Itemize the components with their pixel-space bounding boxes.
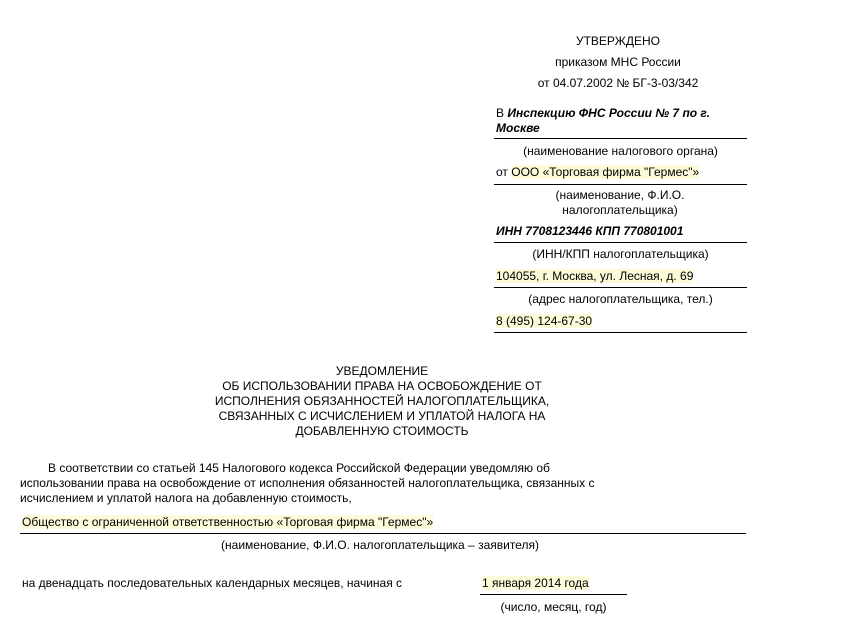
inn-kpp-value: ИНН 7708123446 КПП 770801001 [496, 224, 684, 238]
from-prefix: от [496, 165, 508, 179]
title-line-3: ИСПОЛНЕНИЯ ОБЯЗАННОСТЕЙ НАЛОГОПЛАТЕЛЬЩИКА, [214, 394, 550, 408]
tax-authority-caption: (наименование налогового органа) [523, 144, 718, 158]
tax-authority-value: Инспекцию ФНС России № 7 по г. Москве [496, 106, 711, 135]
para-line-1: В соответствии со статьей 145 Налогового кодекса Российской Федерации уведомляю об [48, 461, 550, 475]
title-line-1: УВЕДОМЛЕНИЕ [335, 364, 429, 378]
phone-value: 8 (495) 124-67-30 [496, 314, 593, 328]
applicant-caption: (наименование, Ф.И.О. налогоплательщика – заявителя) [221, 538, 539, 552]
approval-line-1: УТВЕРЖДЕНО [575, 34, 661, 48]
address-value: 104055, г. Москва, ул. Лесная, д. 69 [496, 269, 694, 283]
taxpayer-name-caption: (наименование, Ф.И.О. налогоплательщика) [555, 188, 685, 217]
body-paragraph [20, 461, 620, 506]
title-line-4: СВЯЗАННЫХ С ИСЧИСЛЕНИЕМ И УПЛАТОЙ НАЛОГА НА [218, 409, 546, 423]
to-prefix: В [496, 106, 505, 120]
document-title [210, 364, 554, 439]
taxpayer-name-field [494, 163, 747, 185]
approval-line-3: от 04.07.2002 № БГ-3-03/342 [537, 76, 699, 90]
approval-block [500, 31, 736, 94]
applicant-value: Общество с ограниченной ответственностью «Торговая фирма "Гермес"» [22, 515, 434, 529]
inn-kpp-caption: (ИНН/КПП налогоплательщика) [532, 247, 709, 261]
para-line-2: использовании права на освобождение от исполнения обязанностей налогоплательщика, связанных с [20, 476, 595, 490]
taxpayer-name-value: ООО «Торговая фирма "Гермес"» [511, 165, 700, 179]
approval-line-2: приказом МНС России [555, 55, 681, 69]
para-line-3: исчислением и уплатой налога на добавленную стоимость, [20, 491, 352, 505]
period-text: на двенадцать последовательных календарных месяцев, начиная с [22, 576, 403, 590]
title-line-5: ДОБАВЛЕННУЮ СТОИМОСТЬ [295, 424, 469, 438]
applicant-field [20, 512, 746, 534]
date-caption: (число, месяц, год) [500, 600, 607, 614]
tax-authority-field [494, 106, 747, 139]
address-field [494, 266, 747, 288]
inn-kpp-field [494, 221, 747, 243]
date-value: 1 января 2014 года [482, 576, 589, 590]
date-field [480, 573, 627, 595]
address-caption: (адрес налогоплательщика, тел.) [528, 292, 713, 306]
title-line-2: ОБ ИСПОЛЬЗОВАНИИ ПРАВА НА ОСВОБОЖДЕНИЕ ОТ [222, 379, 542, 393]
phone-field [494, 311, 747, 333]
